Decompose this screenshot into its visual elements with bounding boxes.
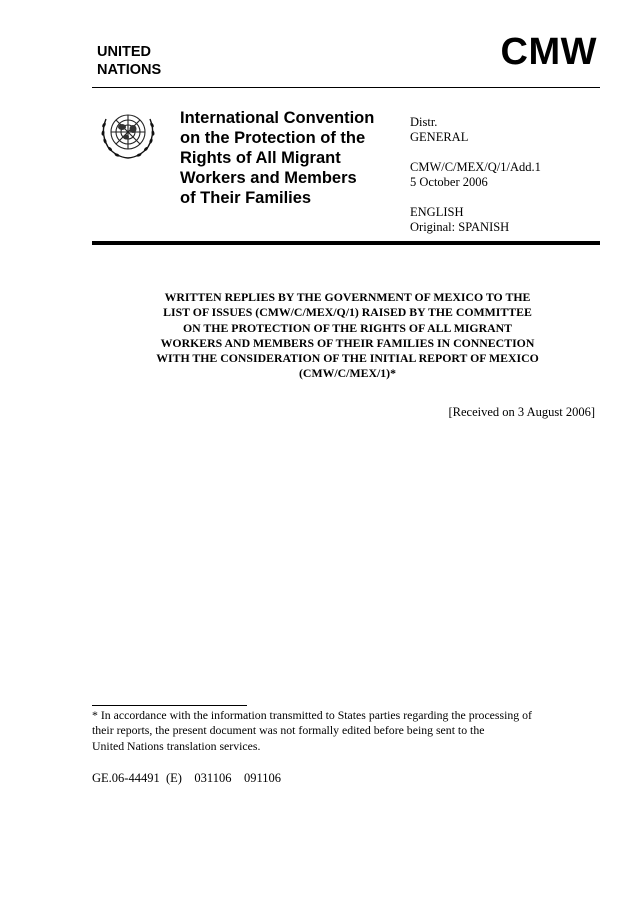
heading-line: LIST OF ISSUES (CMW/C/MEX/Q/1) RAISED BY THE COMMITTEE <box>163 305 532 320</box>
document-series-symbol: CMW <box>500 31 597 73</box>
heading-line: WRITTEN REPLIES BY THE GOVERNMENT OF MEXICO TO THE <box>164 290 531 304</box>
received-date: [Received on 3 August 2006] <box>448 405 595 419</box>
org-line-2: NATIONS <box>97 62 162 78</box>
convention-title-line: Rights of All Migrant <box>180 149 341 167</box>
footnote-line: * In accordance with the information transmitted to States parties regarding the processing of <box>92 708 532 722</box>
document-heading <box>120 290 575 382</box>
heading-line: WORKERS AND MEMBERS OF THEIR FAMILIES IN CONNECTION <box>160 335 535 350</box>
job-number: GE.06-44491 (E) 031106 091106 <box>92 771 281 785</box>
distribution-block <box>410 115 541 235</box>
header-thick-rule <box>92 241 600 245</box>
heading-line: WITH THE CONSIDERATION OF THE INITIAL REPORT OF MEXICO <box>156 351 539 366</box>
document-date: 5 October 2006 <box>410 175 488 189</box>
footnote-line: their reports, the present document was not formally edited before being sent to the <box>92 723 485 738</box>
organization-name <box>97 43 217 79</box>
distr-general: GENERAL <box>410 130 469 144</box>
footnote-line: United Nations translation services. <box>92 738 261 753</box>
footnote-rule <box>92 705 247 706</box>
document-symbol: CMW/C/MEX/Q/1/Add.1 <box>410 160 541 174</box>
org-line-1: UNITED <box>97 44 151 60</box>
distr-label: Distr. <box>410 115 438 129</box>
convention-title <box>180 108 395 208</box>
document-language: ENGLISH <box>410 205 464 219</box>
convention-title-line: International Convention <box>180 109 375 127</box>
convention-title-line: Workers and Members <box>180 169 357 187</box>
footnote <box>92 708 587 754</box>
heading-line: ON THE PROTECTION OF THE RIGHTS OF ALL MIGRANT <box>182 320 513 335</box>
original-language: Original: SPANISH <box>410 220 510 234</box>
convention-title-line: of Their Families <box>180 189 312 207</box>
convention-title-line: on the Protection of the <box>180 129 366 147</box>
heading-line: (CMW/C/MEX/1)* <box>299 366 396 381</box>
un-emblem-icon <box>96 105 160 163</box>
header-rule <box>92 87 600 88</box>
